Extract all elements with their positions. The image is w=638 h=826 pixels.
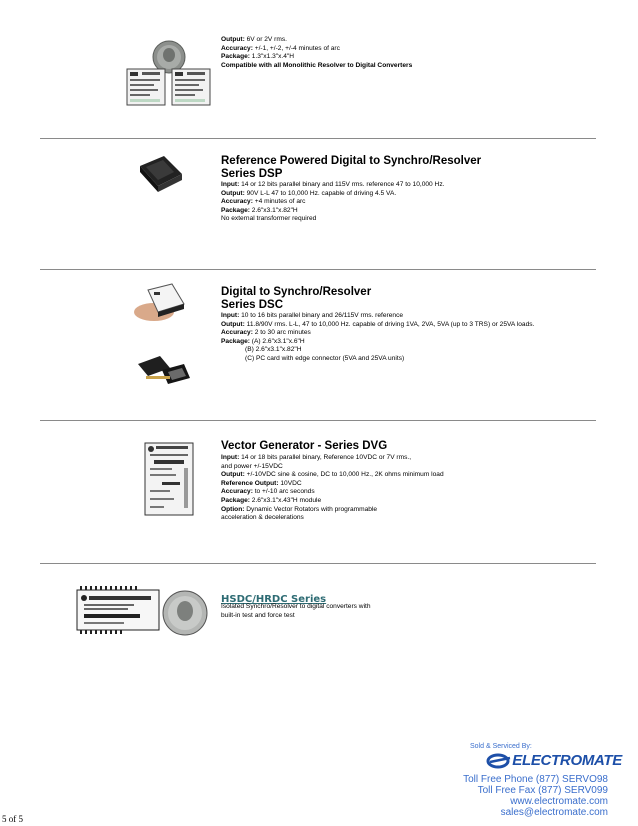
spec-line: Option: Dynamic Vector Rotators with programmable — [221, 505, 378, 513]
dsc-hand-photo — [132, 282, 188, 324]
phone-line: Toll Free Phone (877) SERVO98 — [463, 774, 608, 785]
contact-block — [462, 774, 622, 818]
spec-line: Input: 10 to 16 bits parallel binary and 26/115V rms. reference — [221, 312, 404, 319]
spec-list — [221, 312, 534, 364]
spec-line: Input: 14 or 12 bits parallel binary and 115V rms. reference 47 to 10,000 Hz. — [221, 181, 445, 188]
spec-line: Package: 2.6"x3.1"x.82"H — [221, 206, 298, 214]
sold-by-label: Sold & Serviced By: — [470, 743, 532, 750]
dsp-title: Reference Powered Digital to Synchro/Resolver Series DSP — [221, 155, 482, 180]
spec-list — [221, 454, 444, 523]
dvg-module-photo — [144, 442, 194, 516]
spec-line: Accuracy: to +/-10 arc seconds — [221, 488, 315, 496]
spec-line: and power +/-15VDC — [221, 462, 283, 470]
divider — [40, 420, 596, 421]
dvg-title: Vector Generator - Series DVG — [221, 440, 388, 452]
spec-line: built-in test and force test — [221, 611, 295, 619]
spec-line: Isolated Synchro/Resolver to digital converters with — [221, 603, 371, 610]
spec-list — [221, 181, 444, 224]
hsdc-description — [221, 603, 371, 620]
spec-line: Package: 1.3"x1.3"x.4"H — [221, 53, 295, 61]
page-number: 5 of 5 — [2, 814, 23, 824]
spec-line: No external transformer required — [221, 215, 317, 223]
spec-line: Package: (A) 2.6"x3.1"x.6"H — [221, 337, 305, 345]
electromate-footer — [462, 743, 622, 818]
spec-line: Output: 11.8/90V rms. L-L, 47 to 10,000 Hz. capable of driving 1VA, 2VA, 5VA (up to 3 TRS) or 25VA loads. — [221, 320, 535, 328]
website-link[interactable]: www.electromate.com — [510, 796, 608, 807]
dsc-title: Digital to Synchro/Resolver Series DSC — [221, 286, 372, 311]
spec-line: Accuracy: +/-1, +/-2, +/-4 minutes of arc — [221, 44, 340, 52]
email-link[interactable]: sales@electromate.com — [500, 807, 608, 818]
electromate-logo — [462, 752, 622, 769]
hsdc-module-photo — [76, 586, 160, 634]
module-photo-left — [126, 68, 166, 106]
divider — [40, 563, 596, 564]
spec-line: Reference Output: 10VDC — [221, 479, 302, 487]
divider — [40, 138, 596, 139]
spec-line: Output: +/-10VDC sine & cosine, DC to 10,000 Hz., 2K ohms minimum load — [221, 471, 444, 479]
module-photo-right — [171, 68, 211, 106]
spec-line: Accuracy: +4 minutes of arc — [221, 198, 306, 206]
spec-line: Output: 90V L-L 47 to 10,000 Hz. capable of driving 4.5 VA. — [221, 189, 397, 197]
fax-line: Toll Free Fax (877) SERV099 — [477, 785, 608, 796]
dsc-card-photo — [136, 352, 192, 390]
spec-line: Input: 14 or 18 bits parallel binary, Reference 10VDC or 7V rms., — [221, 454, 412, 461]
hsdc-link-text[interactable]: HSDC/HRDC Series — [221, 594, 327, 605]
electromate-swoosh-icon — [486, 753, 512, 769]
dsp-module-photo — [136, 152, 184, 196]
brand-name: ELECTROMATE — [512, 752, 622, 769]
spec-line: Package: 2.6"x3.1"x.43"H module — [221, 496, 322, 504]
spec-line: acceleration & decelerations — [221, 514, 304, 522]
spec-line: Compatible with all Monolithic Resolver to Digital Converters — [221, 61, 413, 69]
divider — [40, 269, 596, 270]
quarter-coin-photo — [162, 590, 208, 636]
spec-line: Accuracy: 2 to 30 arc minutes — [221, 329, 311, 337]
spec-list — [221, 36, 412, 70]
spec-line: (B) 2.6"x3.1"x.82"H — [245, 346, 302, 354]
spec-line: Output: 6V or 2V rms. — [221, 36, 287, 43]
spec-line: (C) PC card with edge connector (5VA and 25VA units) — [245, 354, 405, 362]
